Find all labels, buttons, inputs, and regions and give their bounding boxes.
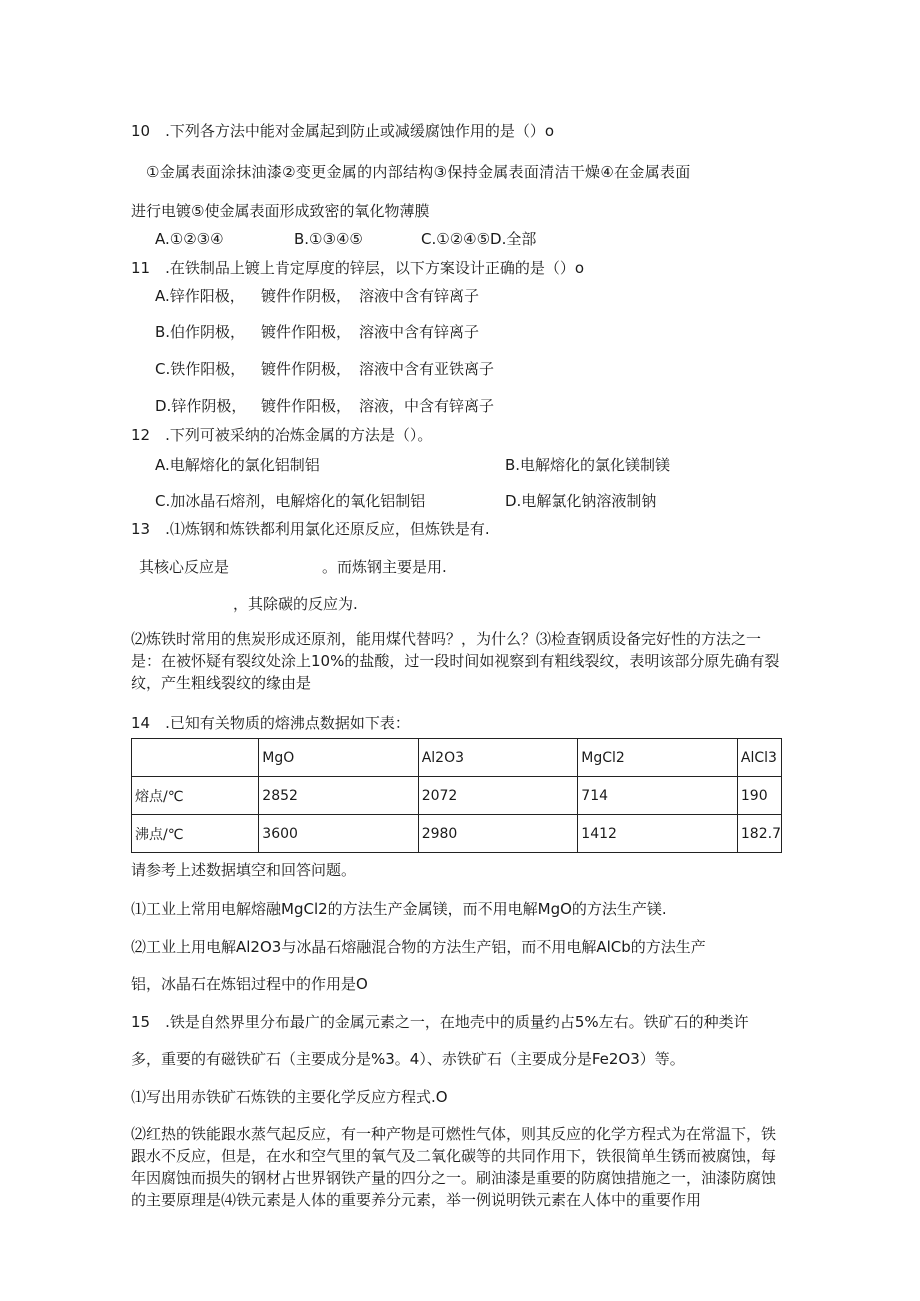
q15-stem: 15 .铁是自然界里分布最广的金属元素之一，在地壳中的质量约占5%左右。铁矿石的种类许 bbox=[131, 1013, 749, 1031]
q11-option-c-part1: C.铁作阳极， bbox=[155, 360, 246, 378]
table-row bbox=[132, 815, 782, 853]
q15-part1: ⑴写出用赤铁矿石炼铁的主要化学反应方程式.O bbox=[131, 1088, 448, 1106]
q11-option-d-part2: 镀件作阳极， bbox=[261, 397, 352, 415]
q11-option-d-part3: 溶液，中含有锌离子 bbox=[359, 397, 495, 415]
table-cell: 3600 bbox=[259, 815, 418, 853]
q11-option-a-part2: 镀件作阴极， bbox=[261, 287, 352, 305]
table-header-cell bbox=[132, 739, 259, 777]
q14-part1: ⑴工业上常用电解熔融MgCl2的方法生产金属镁，而不用电解MgO的方法生产镁. bbox=[131, 900, 667, 918]
q13-line3: ，其除碳的反应为. bbox=[233, 595, 358, 613]
table-header-cell: MgCl2 bbox=[578, 739, 738, 777]
table-row bbox=[132, 777, 782, 815]
table-cell: 1412 bbox=[578, 815, 738, 853]
table-cell: 熔点/℃ bbox=[132, 777, 259, 815]
table-header-cell: Al2O3 bbox=[418, 739, 578, 777]
q12-stem: 12 .下列可被采纳的冶炼金属的方法是（）。 bbox=[131, 426, 433, 444]
q10-line2: ①金属表面涂抹油漆②变更金属的内部结构③保持金属表面清洁干燥④在金属表面 bbox=[146, 163, 691, 181]
melting-boiling-table bbox=[131, 738, 782, 853]
q13-line2-a: 其核心反应是 bbox=[139, 558, 230, 576]
table-cell: 2852 bbox=[259, 777, 418, 815]
q10-option-c: C.①②④⑤D.全部 bbox=[421, 230, 537, 248]
q10-option-a: A.①②③④ bbox=[155, 230, 224, 248]
q14-part2-line1: ⑵工业上用电解Al2O3与冰晶石熔融混合物的方法生产铝，而不用电解AlCb的方法生产 bbox=[131, 938, 706, 956]
q13-paragraph: ⑵炼铁时常用的焦炭形成还原剂，能用煤代替吗？，为什么？⑶检查钢质设备完好性的方法之一是：在被怀疑有裂纹处涂上10%的盐酸，过一段时间如视察到有粗线裂纹，表明该部分原先确有裂纹，产生粗线裂纹的缘由是 bbox=[131, 630, 780, 692]
q10-line3: 进行电镀⑤使金属表面形成致密的氧化物薄膜 bbox=[131, 202, 430, 220]
q11-option-c-part2: 镀件作阴极， bbox=[261, 360, 352, 378]
q11-option-a-part3: 溶液中含有锌离子 bbox=[359, 287, 480, 305]
q12-option-a: A.电解熔化的氯化铝制铝 bbox=[155, 456, 320, 474]
q14-part2-line2: 铝，冰晶石在炼铝过程中的作用是O bbox=[131, 975, 368, 993]
q14-stem: 14 .已知有关物质的熔沸点数据如下表： bbox=[131, 714, 410, 732]
q11-option-b-part3: 溶液中含有锌离子 bbox=[359, 323, 480, 341]
table-cell: 2072 bbox=[418, 777, 578, 815]
table-cell: 2980 bbox=[418, 815, 578, 853]
q12-option-d: D.电解氯化钠溶液制钠 bbox=[505, 492, 657, 510]
q12-option-b: B.电解熔化的氯化镁制镁 bbox=[505, 456, 671, 474]
q13-stem: 13 .⑴炼钢和炼铁都利用氯化还原反应，但炼铁是有. bbox=[131, 520, 490, 538]
table-header-cell: MgO bbox=[259, 739, 418, 777]
table-header-cell: AlCl3 bbox=[737, 739, 781, 777]
table-cell: 沸点/℃ bbox=[132, 815, 259, 853]
q10-option-b: B.①③④⑤ bbox=[294, 230, 363, 248]
q11-option-b-part1: B.伯作阴极， bbox=[155, 323, 246, 341]
table-cell: 182.7 bbox=[737, 815, 781, 853]
q14-after-table: 请参考上述数据填空和回答问题。 bbox=[131, 861, 357, 879]
q11-option-d-part1: D.锌作阴极， bbox=[155, 397, 247, 415]
q13-line2-b: 。而炼钢主要是用. bbox=[322, 558, 447, 576]
table-cell: 190 bbox=[737, 777, 781, 815]
q11-option-b-part2: 镀件作阳极， bbox=[261, 323, 352, 341]
q11-option-c-part3: 溶液中含有亚铁离子 bbox=[359, 360, 495, 378]
q12-option-c: C.加冰晶石熔剂，电解熔化的氧化铝制铝 bbox=[155, 492, 426, 510]
q11-stem: 11 .在铁制品上镀上肯定厚度的锌层，以下方案设计正确的是（）o bbox=[131, 259, 585, 277]
q11-option-a-part1: A.锌作阳极， bbox=[155, 287, 245, 305]
table-header-row bbox=[132, 739, 782, 777]
q15-line2: 多，重要的有磁铁矿石（主要成分是%3。4）、赤铁矿石（主要成分是Fe2O3）等。 bbox=[131, 1050, 685, 1068]
q10-stem: 10 .下列各方法中能对金属起到防止或减缓腐蚀作用的是（）o bbox=[131, 122, 555, 140]
q15-part2-paragraph: ⑵红热的铁能跟水蒸气起反应，有一种产物是可燃性气体，则其反应的化学方程式为在常温下，铁跟水不反应，但是，在水和空气里的氧气及二氧化碳等的共同作用下，铁很简单生锈而被腐蚀，每年因腐蚀而损失的钢材占世界钢铁产量的四分之一。刷油漆是重要的防腐蚀措施之一，油漆防腐蚀的主要原理是⑷铁元素是人体的重要养分元素，举一例说明铁元素在人体中的重要作用 bbox=[131, 1125, 777, 1209]
table-cell: 714 bbox=[578, 777, 738, 815]
